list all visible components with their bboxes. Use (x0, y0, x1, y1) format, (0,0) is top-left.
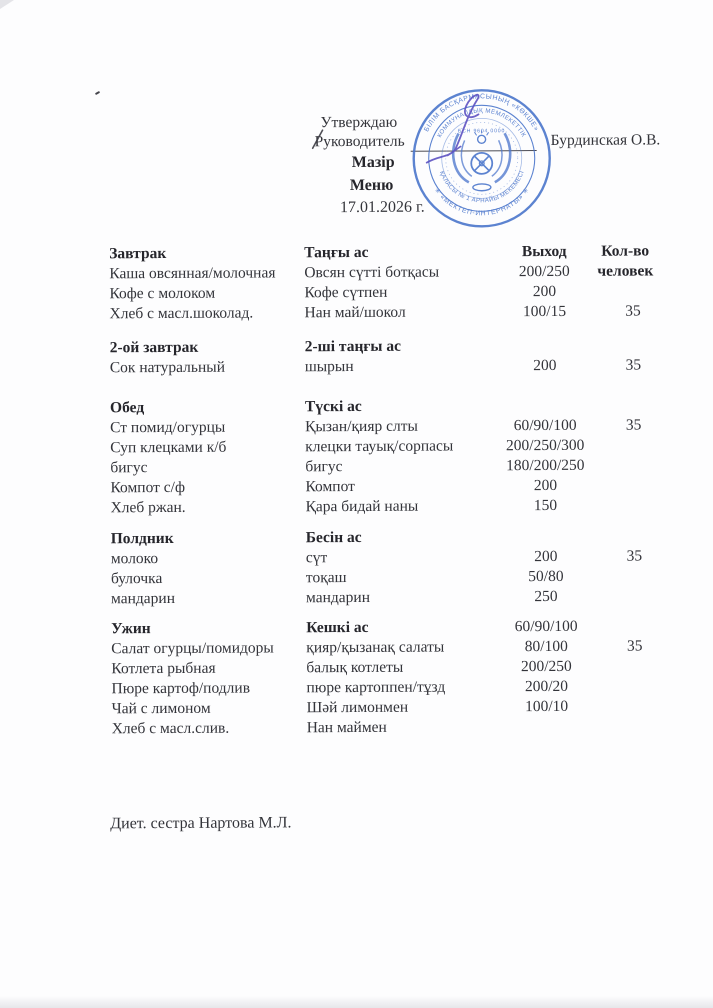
dish-name-ru: мандарин (110, 589, 176, 608)
section-header-servings (596, 616, 673, 636)
dish-name-ru: Каша овсянная/молочная (109, 264, 276, 283)
dish-name-ru: Салат огурцы/помидоры (111, 639, 274, 658)
section-title-kk: 2-ші таңғы ас (304, 337, 402, 356)
column-header-servings-line2: человек (597, 262, 654, 280)
dish-name-kk: сүт (305, 549, 328, 567)
servings-value: 35 (626, 637, 643, 655)
dish-name-ru: Компот с/ф (110, 478, 186, 497)
scan-bottom-shadow (0, 996, 713, 1008)
dish-name-kk: клецки тауық/сорпасы (305, 437, 454, 456)
svg-text:ҚАЛАСЫ № 1 АРНАЙЫ МЕКЕМЕСІ (438, 170, 526, 205)
dish-name-kk: Қара бидай наны (305, 497, 419, 516)
menu-row (110, 355, 672, 378)
official-round-stamp (410, 87, 553, 230)
stamp-inner-top-text: КОММУНАЛДЫҚ МЕМЛЕКЕТТІК (436, 107, 528, 139)
servings-value (595, 435, 672, 455)
dish-name-ru: Чай с лимоном (111, 699, 211, 718)
section-header-servings (595, 335, 672, 355)
dish-name-kk: қияр/қызанақ салаты (306, 638, 445, 657)
dish-name-kk: балық котлеты (306, 658, 404, 677)
section-header-portion: 60/90/100 (514, 617, 578, 636)
dish-name-ru: бигус (110, 459, 148, 477)
dish-name-ru: Хлеб с масл.слив. (111, 719, 230, 738)
dish-name-ru: молоко (110, 550, 159, 568)
dish-name-kk: бигус (305, 458, 343, 476)
servings-value (597, 696, 674, 716)
dish-name-kk: пюре картоппен/тұзд (306, 678, 446, 697)
stamp-ring-top-text: БІЛІМ БАСҚАРМАСЫНЫҢ «КӨКШЕ» (423, 93, 540, 134)
section-title-ru: Полдник (110, 529, 174, 548)
emblem-ribbon-icon (473, 184, 491, 191)
portion-value: 200/20 (524, 677, 569, 696)
portion-value: 50/80 (528, 567, 564, 586)
servings-value (596, 566, 673, 586)
servings-value (595, 495, 672, 515)
servings-value (595, 455, 672, 475)
section-header-portion (496, 527, 596, 548)
servings-value: 35 (625, 356, 642, 374)
dish-name-ru: Котлета рыбная (111, 659, 216, 678)
servings-value (596, 676, 673, 696)
dish-name-ru: Суп клецками к/б (110, 438, 227, 457)
dish-name-ru: Сок натуральный (109, 358, 226, 377)
menu-section-4 (111, 526, 673, 609)
section-title-kk: Бесін ас (305, 528, 362, 547)
section-title-ru: Завтрак (109, 244, 167, 263)
section-title-ru: Обед (109, 399, 145, 417)
section-header-portion (495, 396, 595, 417)
portion-value: 200 (532, 282, 557, 301)
section-title-ru: Ужин (111, 620, 151, 638)
dish-name-kk: Овсян сүтті ботқасы (304, 263, 440, 282)
dietitian-signature-line: Диет. сестра Нартова М.Л. (110, 814, 292, 833)
menu-section-1 (109, 241, 671, 324)
section-header-servings (595, 395, 672, 415)
menu-row (109, 301, 671, 324)
portion-value: 150 (533, 496, 558, 515)
column-header-vykhod: Выход (521, 242, 567, 261)
column-header-servings-line1: Кол-во (601, 242, 650, 260)
section-header-servings (594, 241, 671, 261)
section-title-kk: Түскі ас (304, 397, 362, 416)
dish-name-kk: мандарин (305, 588, 371, 607)
portion-value: 200 (534, 547, 558, 566)
dish-name-ru: Ст помид/огурцы (110, 418, 226, 437)
portion-value: 100/15 (522, 302, 567, 321)
servings-value (596, 656, 673, 676)
section-title-ru: 2-ой завтрак (109, 338, 199, 357)
portion-value: 250 (534, 587, 558, 606)
section-header-portion (495, 336, 595, 357)
section-title-kk: Кешкі ас (306, 618, 369, 637)
dish-name-ru: Хлеб ржан. (110, 498, 186, 517)
portion-value: 200/250/300 (505, 436, 585, 455)
portion-value (497, 717, 597, 738)
portion-value: 200 (533, 476, 558, 495)
menu-section-2 (110, 335, 672, 378)
stamp-text (423, 93, 540, 218)
doc-date: 17.01.2026 г. (339, 198, 425, 217)
dish-name-kk: Нан май/шокол (304, 303, 406, 322)
dish-name-kk: шырын (304, 358, 354, 376)
stamp-ring-bottom-text: ✳ «МЕКТЕП-ИНТЕРНАТЫ» ✳ (432, 186, 532, 218)
dish-name-kk: Нан маймен (306, 718, 387, 737)
portion-value: 60/90/100 (513, 416, 577, 435)
dish-name-ru: Пюре картоф/подлив (111, 679, 251, 698)
servings-value (594, 281, 671, 301)
portion-value: 180/200/250 (506, 456, 585, 475)
portion-value: 200 (533, 356, 557, 375)
servings-value (597, 716, 674, 736)
menu-row (110, 495, 672, 518)
portion-value: 200/250 (518, 262, 570, 281)
state-emblem-icon (446, 122, 518, 194)
menu-section-3 (110, 395, 673, 518)
servings-value (595, 475, 672, 495)
menu-row (111, 586, 673, 609)
emblem-sun-icon (478, 135, 486, 143)
dish-name-ru: Кофе с молоком (109, 284, 216, 303)
dish-name-kk: тоқаш (305, 569, 347, 587)
doc-title-ru: Меню (349, 176, 394, 195)
menu-row (112, 716, 674, 739)
portion-value: 200/250 (520, 657, 572, 676)
servings-value: 35 (626, 547, 643, 565)
portion-value: 100/10 (525, 697, 569, 716)
stamp-inner-bottom-text: ҚАЛАСЫ № 1 АРНАЙЫ МЕКЕМЕСІ (437, 169, 526, 205)
servings-value: 35 (625, 416, 642, 434)
dish-name-kk: Кофе сүтпен (304, 283, 388, 302)
doc-title-kk: Мазір (351, 153, 395, 172)
dish-name-ru: булочка (110, 570, 163, 588)
dish-name-ru: Хлеб с масл.шоколад. (109, 304, 254, 323)
servings-value (594, 261, 671, 281)
dish-name-kk: Компот (305, 478, 355, 496)
servings-value (596, 586, 673, 606)
section-header-servings (596, 526, 673, 546)
signer-name: Бурдинская О.В. (550, 131, 661, 149)
dish-name-kk: Қызан/қияр слты (305, 417, 418, 436)
section-title-kk: Таңғы ас (304, 243, 369, 262)
stamp-bsn-number: БСН 9604 0000 (457, 128, 506, 135)
portion-value: 80/100 (524, 637, 568, 656)
approve-label: Утверждаю (320, 113, 398, 132)
role-label: Руководитель (314, 132, 405, 151)
servings-value: 35 (625, 302, 641, 320)
menu-section-5 (111, 616, 674, 739)
dish-name-kk: Шәй лимонмен (306, 698, 409, 717)
